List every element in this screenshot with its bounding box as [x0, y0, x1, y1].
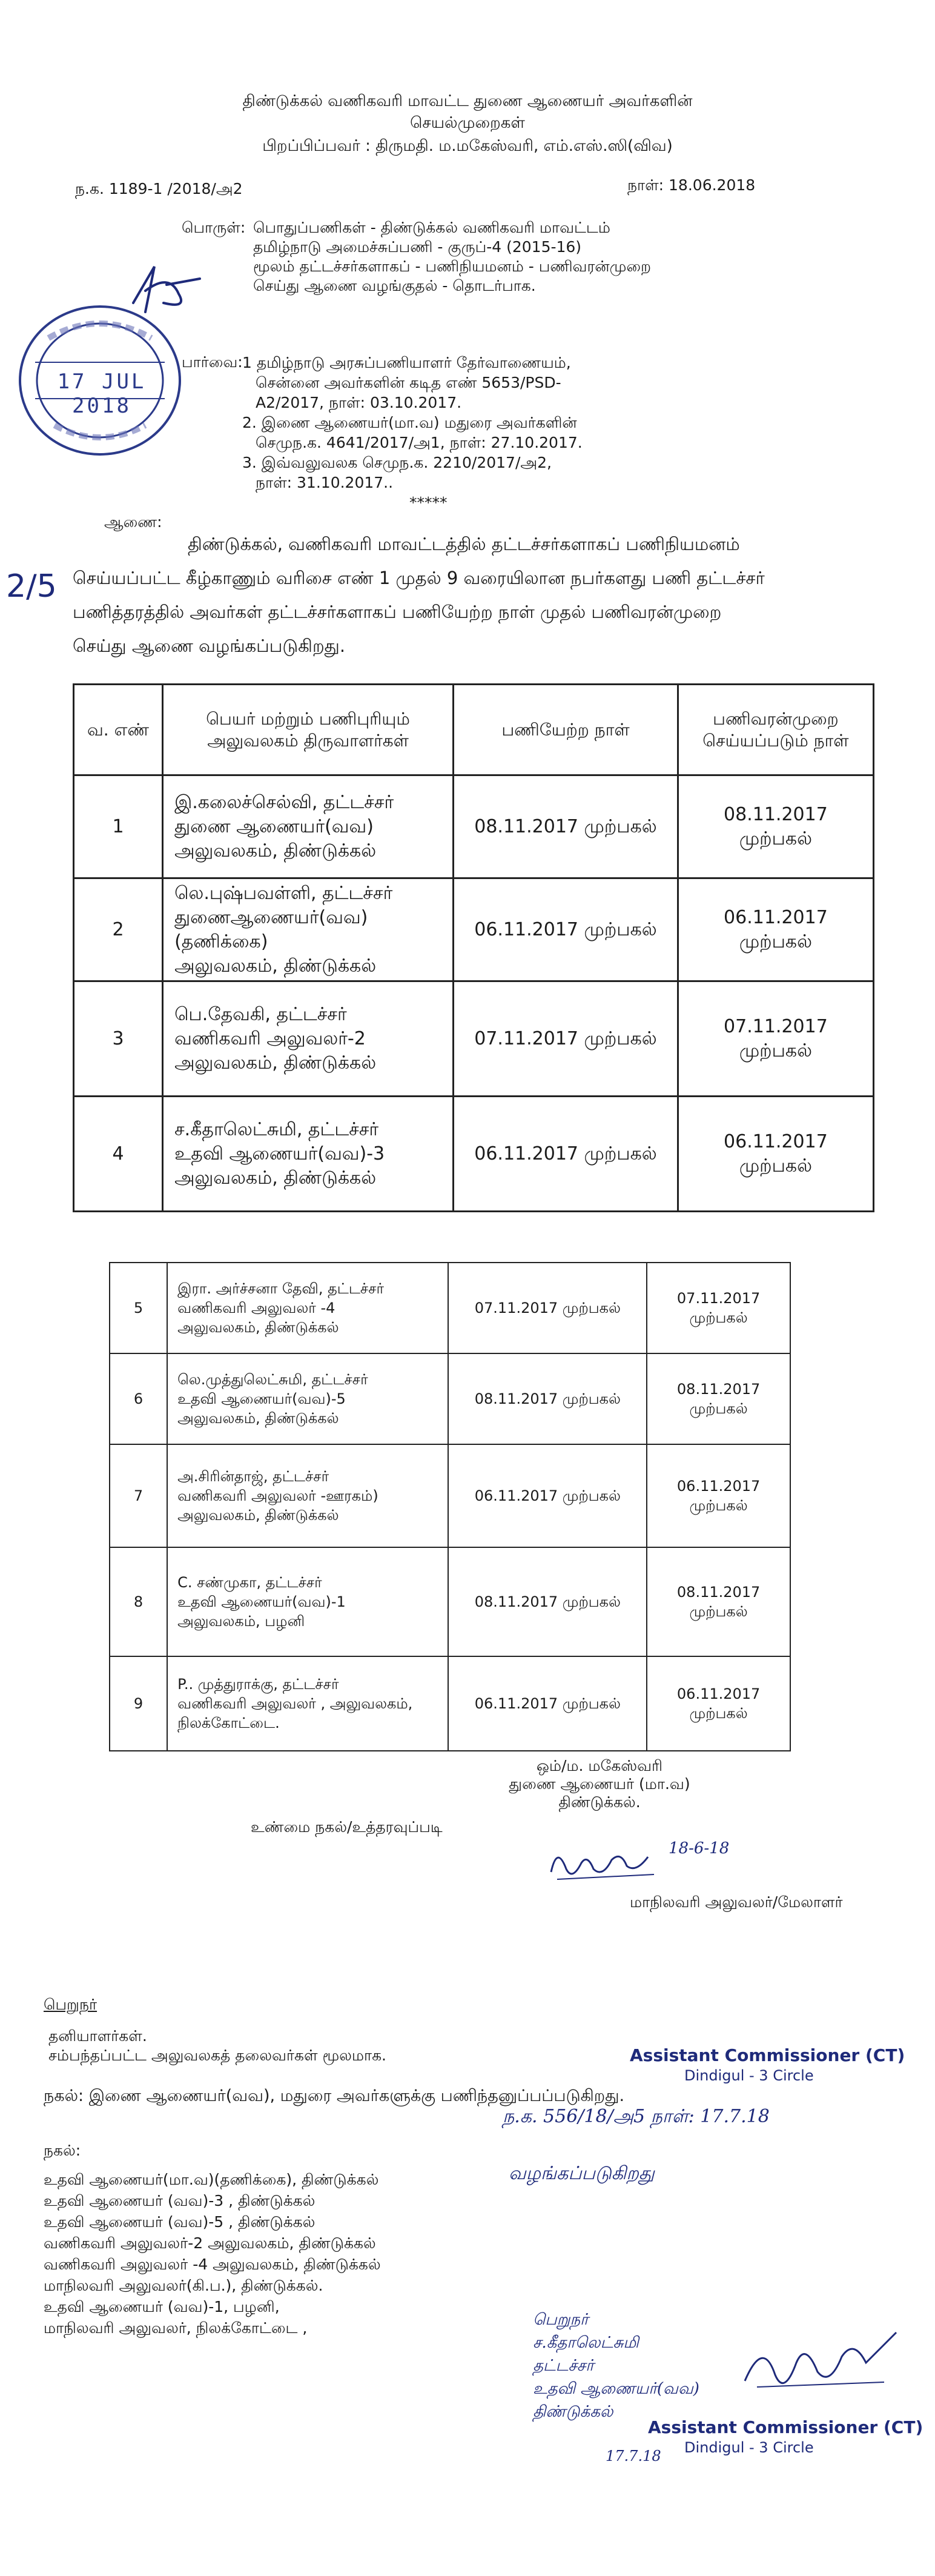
- reg-session: முற்பகல்: [689, 1603, 748, 1620]
- copy-list-item: வணிகவரி அலுவலர் -4 அலுவலகம், திண்டுக்கல்: [44, 2256, 381, 2273]
- name-line: P.. முத்துராக்கு, தட்டச்சர்: [177, 1676, 339, 1693]
- recipient-line: சம்பந்தப்பட்ட அலுவலகத் தலைவர்கள் மூலமாக.: [48, 2047, 387, 2064]
- handwritten-signature-icon: [739, 2326, 908, 2405]
- table-row: [110, 1353, 790, 1444]
- separator-stars: *****: [409, 494, 448, 511]
- name-line: லெ.முத்துலெட்சுமி, தட்டச்சர்: [177, 1371, 368, 1388]
- reg-date: 08.11.2017: [676, 1584, 761, 1601]
- office-line: துணைஆணையர்(வவ)(தணிக்கை): [174, 906, 368, 952]
- table-header-row: [74, 685, 874, 775]
- table-row: [74, 1097, 874, 1212]
- cell-sno: 1: [74, 775, 163, 878]
- endorsement-ref: ந.க. 556/18/அ5 நாள்: 17.7.18: [503, 2106, 770, 2127]
- header-name: பெயர் மற்றும் பணிபுரியும் அலுவலகம் திருவாளர்கள்: [163, 685, 454, 775]
- endorsement-stamp2-place: Dindigul - 3 Circle: [684, 2439, 814, 2456]
- copy-list-item: உதவி ஆணையர் (வவ)-3 , திண்டுக்கல்: [44, 2192, 316, 2209]
- office-line: வணிகவரி அலுவலர் , அலுவலகம்,: [177, 1695, 413, 1712]
- name-line: ச.கீதாலெட்சுமி, தட்டச்சர்: [174, 1118, 379, 1140]
- endorsement-signature: [739, 2326, 908, 2408]
- cell-regularised: [647, 1444, 790, 1547]
- endorsement-line: ச.கீதாலெட்சுமி: [533, 2334, 639, 2352]
- endorsement-line: உதவி ஆணையர்(வவ): [533, 2380, 699, 2398]
- reference-line: 1 தமிழ்நாடு அரசுப்பணியாளர் தேர்வாணையம்,: [242, 354, 571, 371]
- cell-name: [167, 1444, 448, 1547]
- reg-session: முற்பகல்: [689, 1705, 748, 1722]
- cell-regularised: [647, 1263, 790, 1353]
- copy-list-item: உதவி ஆணையர் (வவ)-1, பழனி,: [44, 2298, 280, 2315]
- office-line: துணை ஆணையர்(வவ): [174, 815, 374, 837]
- name-line: பெ.தேவகி, தட்டச்சர்: [174, 1003, 347, 1025]
- office-line: அலுவலகம், திண்டுக்கல்: [174, 1167, 377, 1189]
- office-line: அலுவலகம், திண்டுக்கல்: [174, 955, 377, 977]
- copy-list-label: நகல்:: [44, 2142, 81, 2159]
- office-title: திண்டுக்கல் வணிகவரி மாவட்ட துணை ஆணையர் அவர்களின்: [242, 92, 693, 110]
- reference-line: செமுந.க. 4641/2017/அ1, நாள்: 27.10.2017.: [256, 434, 583, 451]
- office-line: அலுவலகம், திண்டுக்கல்: [177, 1319, 339, 1336]
- true-copy-officer: மாநிலவரி அலுவலர்/மேலாளர்: [630, 1893, 843, 1911]
- cell-sno: 3: [74, 981, 163, 1097]
- table-row: [110, 1444, 790, 1547]
- appointment-table-part2: [109, 1262, 791, 1751]
- reg-date: 07.11.2017: [676, 1290, 761, 1307]
- office-line: வணிகவரி அலுவலர்-2: [174, 1027, 366, 1049]
- subject-line: தமிழ்நாடு அமைச்சுப்பணி - குருப்-4 (2015-16): [253, 238, 582, 256]
- cell-regularised: [647, 1656, 790, 1751]
- margin-mark: 2/5: [6, 568, 57, 605]
- copy-to-text: இணை ஆணையர்(வவ), மதுரை அவர்களுக்கு பணிந்தனுப்பப்படுகிறது.: [88, 2086, 625, 2105]
- cell-joined: 08.11.2017 முற்பகல்: [448, 1547, 647, 1656]
- reference-line: 3. இவ்வலுவலக செமுந.க. 2210/2017/அ2,: [242, 454, 552, 471]
- issuer-line: பிறப்பிப்பவர் : திருமதி. ம.மகேஸ்வரி, எம்.எஸ்.ஸி(விவ): [262, 137, 673, 155]
- cell-sno: 2: [74, 878, 163, 981]
- reg-date: 06.11.2017: [724, 906, 828, 928]
- header-sno: வ. எண்: [74, 685, 163, 775]
- cell-joined: 08.11.2017 முற்பகல்: [448, 1353, 647, 1444]
- recipient-line: தனியாளர்கள்.: [48, 2027, 147, 2045]
- office-line: அலுவலகம், திண்டுக்கல்: [177, 1507, 339, 1524]
- signatory-place: திண்டுக்கல்.: [558, 1793, 641, 1811]
- order-line: திண்டுக்கல், வணிகவரி மாவட்டத்தில் தட்டச்சர்களாகப் பணிநியமனம்: [188, 534, 740, 554]
- office-line: உதவி ஆணையர்(வவ)-1: [177, 1593, 346, 1610]
- cell-name: [167, 1263, 448, 1353]
- endorsement-line: தட்டச்சர்: [533, 2357, 594, 2375]
- cell-joined: 06.11.2017 முற்பகல்: [454, 1097, 678, 1212]
- copy-list-item: மாநிலவரி அலுவலர்(கி.ப.), திண்டுக்கல்.: [44, 2277, 323, 2294]
- cell-name: [163, 775, 454, 878]
- appointment-table-part1: [73, 683, 874, 1212]
- reg-date: 08.11.2017: [724, 803, 828, 825]
- order-label: ஆணை:: [104, 513, 162, 531]
- office-subtitle: செயல்முறைகள்: [410, 114, 525, 132]
- cell-sno: 4: [74, 1097, 163, 1212]
- table-row: [110, 1656, 790, 1751]
- subject-block: [253, 218, 651, 296]
- cell-sno: 9: [110, 1656, 167, 1751]
- copy-list: [44, 2169, 381, 2339]
- cell-joined: 08.11.2017 முற்பகல்: [454, 775, 678, 878]
- received-stamp-date: 17 JUL 2018: [57, 370, 147, 418]
- office-line: வணிகவரி அலுவலர் -ஊரகம்): [177, 1487, 378, 1504]
- reg-date: 06.11.2017: [676, 1685, 761, 1702]
- copy-list-item: உதவி ஆணையர் (வவ)-5 , திண்டுக்கல்: [44, 2213, 316, 2231]
- table-row: [74, 878, 874, 981]
- endorsement-sign-date: 17.7.18: [606, 2448, 661, 2465]
- copy-list-item: மாநிலவரி அலுவலர், நிலக்கோட்டை ,: [44, 2319, 308, 2337]
- reg-session: முற்பகல்: [739, 1040, 813, 1061]
- cell-name: [163, 1097, 454, 1212]
- subject-label: பொருள்:: [182, 219, 246, 236]
- reference-line: சென்னை அவர்களின் கடித எண் 5653/PSD-: [256, 374, 561, 391]
- order-date: நாள்: 18.06.2018: [627, 176, 756, 194]
- cell-joined: 07.11.2017 முற்பகல்: [454, 981, 678, 1097]
- name-line: அ.சிரின்தாஜ், தட்டச்சர்: [177, 1468, 329, 1485]
- endorsement-note: வழங்கப்படுகிறது: [509, 2163, 655, 2184]
- reg-session: முற்பகல்: [739, 1155, 813, 1177]
- order-line: செய்து ஆணை வழங்கப்படுகிறது.: [73, 636, 346, 656]
- table-row: [74, 981, 874, 1097]
- cell-sno: 5: [110, 1263, 167, 1353]
- reference-line: A2/2017, நாள்: 03.10.2017.: [256, 394, 462, 411]
- name-line: இ.கலைச்செல்வி, தட்டச்சர்: [174, 791, 394, 813]
- header-regularised: பணிவரன்முறை செய்யப்படும் நாள்: [678, 685, 873, 775]
- office-line: உதவி ஆணையர்(வவ)-3: [174, 1143, 385, 1164]
- office-line: அலுவலகம், திண்டுக்கல்: [174, 840, 377, 861]
- table-row: [74, 775, 874, 878]
- cell-name: [167, 1547, 448, 1656]
- signatory-designation: துணை ஆணையர் (மா.வ): [509, 1775, 690, 1793]
- name-line: C. சண்முகா, தட்டச்சர்: [177, 1574, 322, 1591]
- reference-line: நாள்: 31.10.2017..: [256, 474, 394, 491]
- cell-name: [163, 981, 454, 1097]
- copy-list-item: வணிகவரி அலுவலர்-2 அலுவலகம், திண்டுக்கல்: [44, 2234, 376, 2252]
- reg-session: முற்பகல்: [689, 1309, 748, 1326]
- signatory-block: [509, 1757, 690, 1811]
- office-line: அலுவலகம், திண்டுக்கல்: [177, 1410, 339, 1427]
- office-line: உதவி ஆணையர்(வவ)-5: [177, 1390, 346, 1407]
- cell-name: [167, 1656, 448, 1751]
- reg-session: முற்பகல்: [689, 1497, 748, 1514]
- true-copy-sign-date: 18-6-18: [669, 1839, 730, 1857]
- cell-joined: 06.11.2017 முற்பகல்: [448, 1656, 647, 1751]
- name-line: லெ.புஷ்பவள்ளி, தட்டச்சர்: [174, 882, 393, 904]
- office-line: அலுவலகம், பழனி: [177, 1613, 305, 1630]
- reg-session: முற்பகல்: [739, 931, 813, 952]
- reference-number: ந.க. 1189-1 /2018/அ2: [75, 180, 243, 198]
- header-joined: பணியேற்ற நாள்: [454, 685, 678, 775]
- reg-date: 08.11.2017: [676, 1381, 761, 1398]
- subject-line: மூலம் தட்டச்சர்களாகப் - பணிநியமனம் - பணிவரன்முறை: [253, 257, 652, 275]
- cell-joined: 06.11.2017 முற்பகல்: [454, 878, 678, 981]
- copy-list-item: உதவி ஆணையர்(மா.வ)(தணிக்கை), திண்டுக்கல்: [44, 2171, 379, 2188]
- cell-regularised: [678, 1097, 873, 1212]
- table-row: [110, 1263, 790, 1353]
- name-line: இரா. அர்ச்சனா தேவி, தட்டச்சர்: [177, 1280, 385, 1297]
- office-line: நிலக்கோட்டை.: [177, 1715, 280, 1731]
- reg-date: 06.11.2017: [676, 1478, 761, 1495]
- references-block: [242, 353, 583, 493]
- reg-session: முற்பகல்: [739, 828, 813, 849]
- true-copy-label: உண்மை நகல்/உத்தரவுப்படி: [251, 1818, 443, 1836]
- table-row: [110, 1547, 790, 1656]
- cell-sno: 7: [110, 1444, 167, 1547]
- endorsement-line: திண்டுக்கல்: [533, 2403, 613, 2421]
- office-line: அலுவலகம், திண்டுக்கல்: [174, 1052, 377, 1074]
- cell-regularised: [678, 981, 873, 1097]
- order-line: பணித்தரத்தில் அவர்கள் தட்டச்சர்களாகப் பணியேற்ற நாள் முதல் பணிவரன்முறை: [73, 602, 722, 622]
- initial-mark: [121, 261, 212, 324]
- order-body: [73, 527, 884, 663]
- endorsement-receiver-block: [533, 2308, 699, 2423]
- cell-regularised: [678, 775, 873, 878]
- reg-session: முற்பகல்: [689, 1400, 748, 1417]
- endorsement-stamp-place: Dindigul - 3 Circle: [684, 2067, 814, 2084]
- reference-line: 2. இணை ஆணையர்(மா.வ) மதுரை அவர்களின்: [242, 414, 577, 431]
- cell-joined: 06.11.2017 முற்பகல்: [448, 1444, 647, 1547]
- reg-date: 07.11.2017: [724, 1015, 828, 1037]
- reg-date: 06.11.2017: [724, 1130, 828, 1152]
- endorsement-stamp-title: Assistant Commissioner (CT): [630, 2045, 905, 2065]
- cell-regularised: [647, 1547, 790, 1656]
- copy-to-label: நகல்:: [44, 2086, 84, 2105]
- cell-sno: 6: [110, 1353, 167, 1444]
- order-line: செய்யப்பட்ட கீழ்காணும் வரிசை எண் 1 முதல் 9 வரையிலான நபர்களது பணி தட்டச்சர்: [73, 568, 765, 588]
- subject-line: செய்து ஆணை வழங்குதல் - தொடர்பாக.: [253, 277, 536, 294]
- endorsement-line: பெறுநர்: [533, 2311, 589, 2329]
- copy-to-row: [44, 2086, 624, 2106]
- cell-joined: 07.11.2017 முற்பகல்: [448, 1263, 647, 1353]
- references-label: பார்வை:: [182, 353, 243, 371]
- subject-line: பொதுப்பணிகள் - திண்டுக்கல் வணிகவரி மாவட்டம்: [253, 219, 610, 236]
- handwritten-initial-icon: [121, 261, 212, 321]
- recipients-heading: பெறுநர்: [44, 1996, 97, 2013]
- endorsement-stamp2-title: Assistant Commissioner (CT): [648, 2417, 923, 2437]
- cell-name: [167, 1353, 448, 1444]
- cell-name: [163, 878, 454, 981]
- office-line: வணிகவரி அலுவலர் -4: [177, 1300, 335, 1316]
- signatory-name: ஒம்/ம. மகேஸ்வரி: [536, 1757, 663, 1774]
- recipients-block: [48, 2027, 386, 2065]
- cell-regularised: [647, 1353, 790, 1444]
- cell-regularised: [678, 878, 873, 981]
- cell-sno: 8: [110, 1547, 167, 1656]
